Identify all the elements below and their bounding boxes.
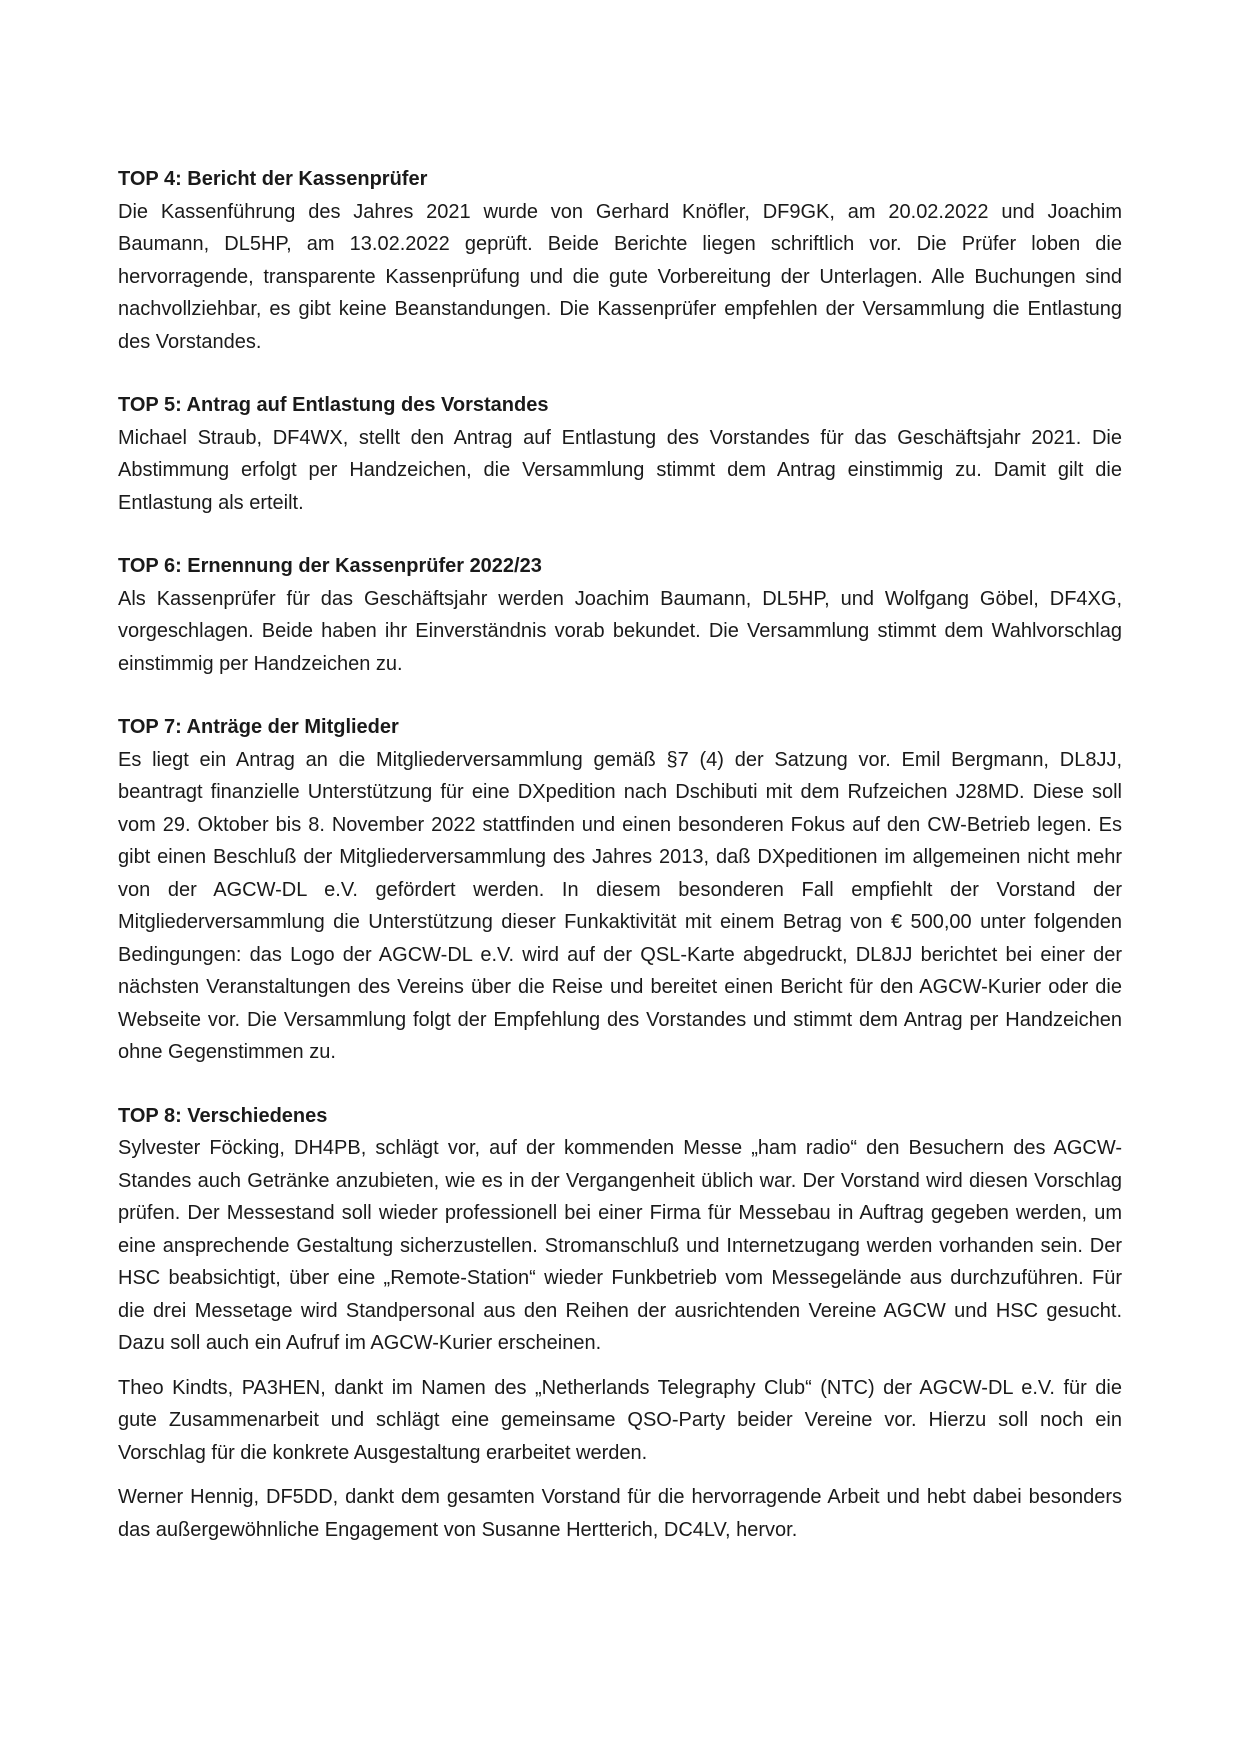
paragraph: Es liegt ein Antrag an die Mitgliederversammlung gemäß §7 (4) der Satzung vor. Emil Bergmann, DL8JJ, beantragt finanzielle Unterstützung für eine DXpedition nach Dschibuti mit dem Rufzeichen J28MD. Diese soll vom 29. Oktober bis 8. November 2022 stattfinden und einen besonderen Fokus auf den CW-Betrieb legen. Es gibt einen Beschluß der Mitgliederversammlung des Jahres 2013, daß DXpeditionen im allgemeinen nicht mehr von der AGCW-DL e.V. gefördert werden. In diesem besonderen Fall empfiehlt der Vorstand der Mitgliederversammlung die Unterstützung dieser Funkaktivität mit einem Betrag von € 500,00 unter folgenden Bedingungen: das Logo der AGCW-DL e.V. wird auf der QSL-Karte abgedruckt, DL8JJ berichtet bei einer der nächsten Veranstaltungen des Vereins über die Reise und bereitet einen Bericht für den AGCW-Kurier oder die Webseite vor. Die Versammlung folgt der Empfehlung des Vorstandes und stimmt dem Antrag per Handzeichen ohne Gegenstimmen zu.: [118, 748, 1122, 1063]
section-heading: TOP 4: Bericht der Kassenprüfer: [118, 168, 428, 190]
section-heading: TOP 8: Verschiedenes: [118, 1104, 328, 1127]
section-top4: [118, 163, 1122, 358]
paragraph: Sylvester Föcking, DH4PB, schlägt vor, auf der kommenden Messe „ham radio“ den Besuchern des AGCW-Standes auch Getränke anzubieten, wie es in der Vergangenheit üblich war. Der Vorstand wird diesen Vorschlag prüfen. Der Messestand soll wieder professionell bei einer Firma für Messebau in Auftrag gegeben werden, um eine ansprechende Gestaltung sicherzustellen. Stromanschluß und Internetzugang werden vorhanden sein. Der HSC beabsichtigt, über eine „Remote-Station“ wieder Funkbetrieb vom Messegelände aus durchzuführen. Für die drei Messetage wird Standpersonal aus den Reihen der ausrichtenden Vereine AGCW und HSC gesucht. Dazu soll auch ein Aufruf im AGCW-Kurier erscheinen.: [118, 1137, 1122, 1354]
paragraph: Theo Kindts, PA3HEN, dankt im Namen des „Netherlands Telegraphy Club“ (NTC) der AGCW-DL e.V. für die gute Zusammenarbeit und schlägt eine gemeinsame QSO-Party beider Vereine vor. Hierzu soll noch ein Vorschlag für die konkrete Ausgestaltung erarbeitet werden.: [118, 1376, 1122, 1464]
document-page: [118, 163, 1122, 1577]
paragraph: Michael Straub, DF4WX, stellt den Antrag auf Entlastung des Vorstandes für das Geschäftsjahr 2021. Die Abstimmung erfolgt per Handzeichen, die Versammlung stimmt dem Antrag einstimmig zu. Damit gilt die Entlastung als erteilt.: [118, 426, 1122, 514]
section-top6: [118, 550, 1122, 680]
section-heading: TOP 6: Ernennung der Kassenprüfer 2022/23: [118, 555, 542, 577]
paragraph: Werner Hennig, DF5DD, dankt dem gesamten Vorstand für die hervorragende Arbeit und hebt dabei besonders das außergewöhnliche Engagement von Susanne Hertterich, DC4LV, hervor.: [118, 1486, 1122, 1541]
section-top7: [118, 711, 1122, 1069]
section-top5: [118, 389, 1122, 519]
paragraph: Die Kassenführung des Jahres 2021 wurde von Gerhard Knöfler, DF9GK, am 20.02.2022 und Joachim Baumann, DL5HP, am 13.02.2022 geprüft. Beide Berichte liegen schriftlich vor. Die Prüfer loben die hervorragende, transparente Kassenprüfung und die gute Vorbereitung der Unterlagen. Alle Buchungen sind nachvollziehbar, es gibt keine Beanstandungen. Die Kassenprüfer empfehlen der Versammlung die Entlastung des Vorstandes.: [118, 200, 1122, 353]
section-top8: [118, 1100, 1122, 1547]
paragraph: Als Kassenprüfer für das Geschäftsjahr werden Joachim Baumann, DL5HP, und Wolfgang Göbel, DF4XG, vorgeschlagen. Beide haben ihr Einverständnis vorab bekundet. Die Versammlung stimmt dem Wahlvorschlag einstimmig per Handzeichen zu.: [118, 587, 1122, 675]
section-heading: TOP 5: Antrag auf Entlastung des Vorstandes: [118, 394, 549, 416]
section-heading: TOP 7: Anträge der Mitglieder: [118, 716, 399, 738]
